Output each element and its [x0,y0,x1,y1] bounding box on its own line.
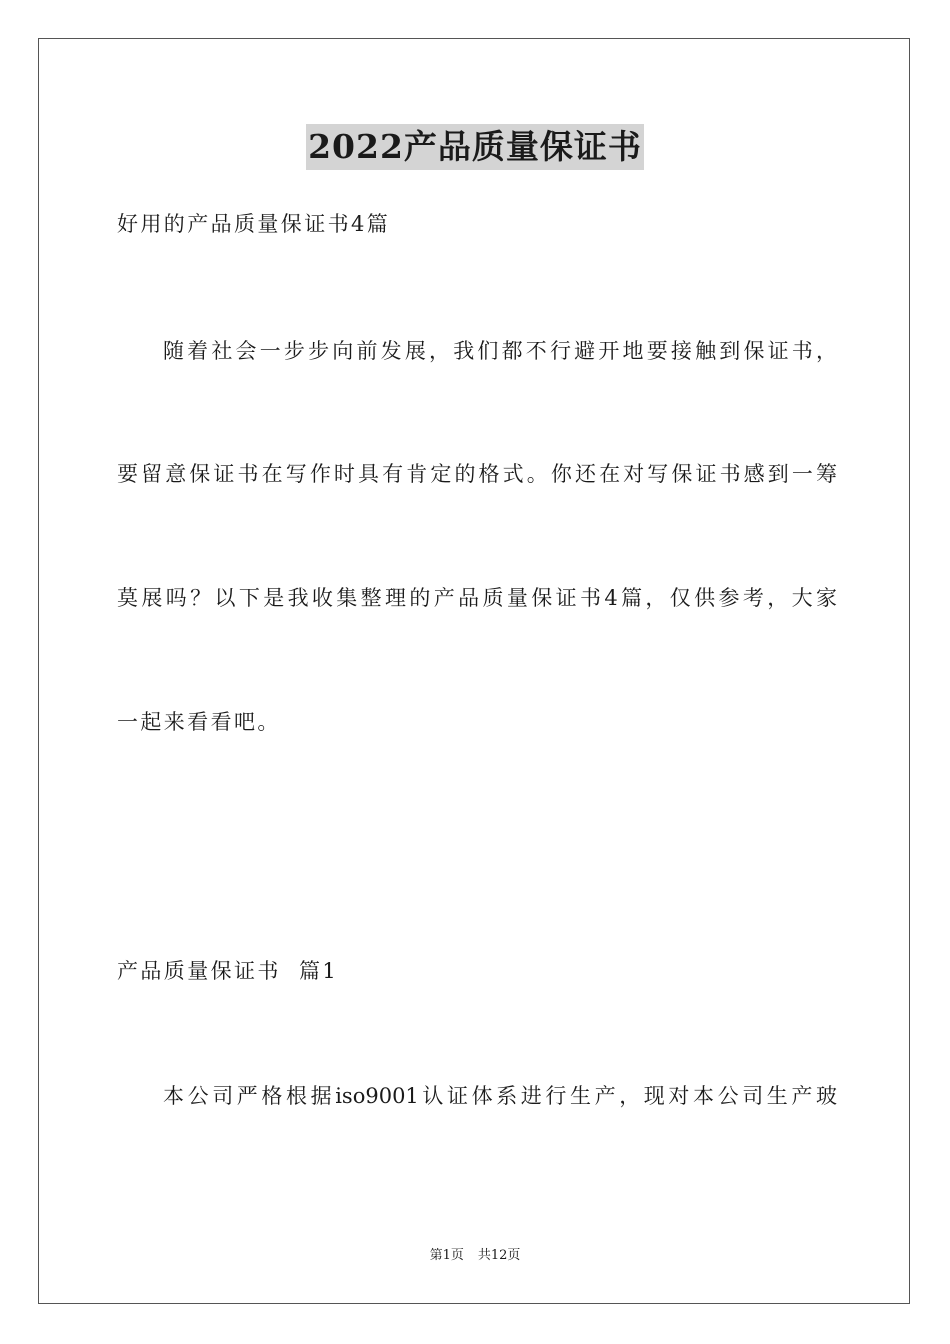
intro-line-2: 要留意保证书在写作时具有肯定的格式。你还在对写保证书感到一筹 [117,462,837,486]
intro-line-1: 随着社会一步步向前发展，我们都不行避开地要接触到保证书， [163,339,837,363]
document-title: 2022产品质量保证书 [306,124,644,170]
page-number: 第1页 [429,1248,464,1263]
intro-line-3: 莫展吗？以下是我收集整理的产品质量保证书4篇，仅供参考，大家 [117,586,837,610]
title-wrap [0,124,950,170]
section-line-1: 本公司严格根据iso9001认证体系进行生产，现对本公司生产玻 [163,1084,837,1108]
page-total: 共12页 [477,1248,521,1263]
section-heading: 产品质量保证书 篇1 [117,959,339,983]
page-footer [0,1246,950,1266]
document-subtitle: 好用的产品质量保证书4篇 [117,212,391,236]
intro-line-4: 一起来看看吧。 [117,710,281,734]
